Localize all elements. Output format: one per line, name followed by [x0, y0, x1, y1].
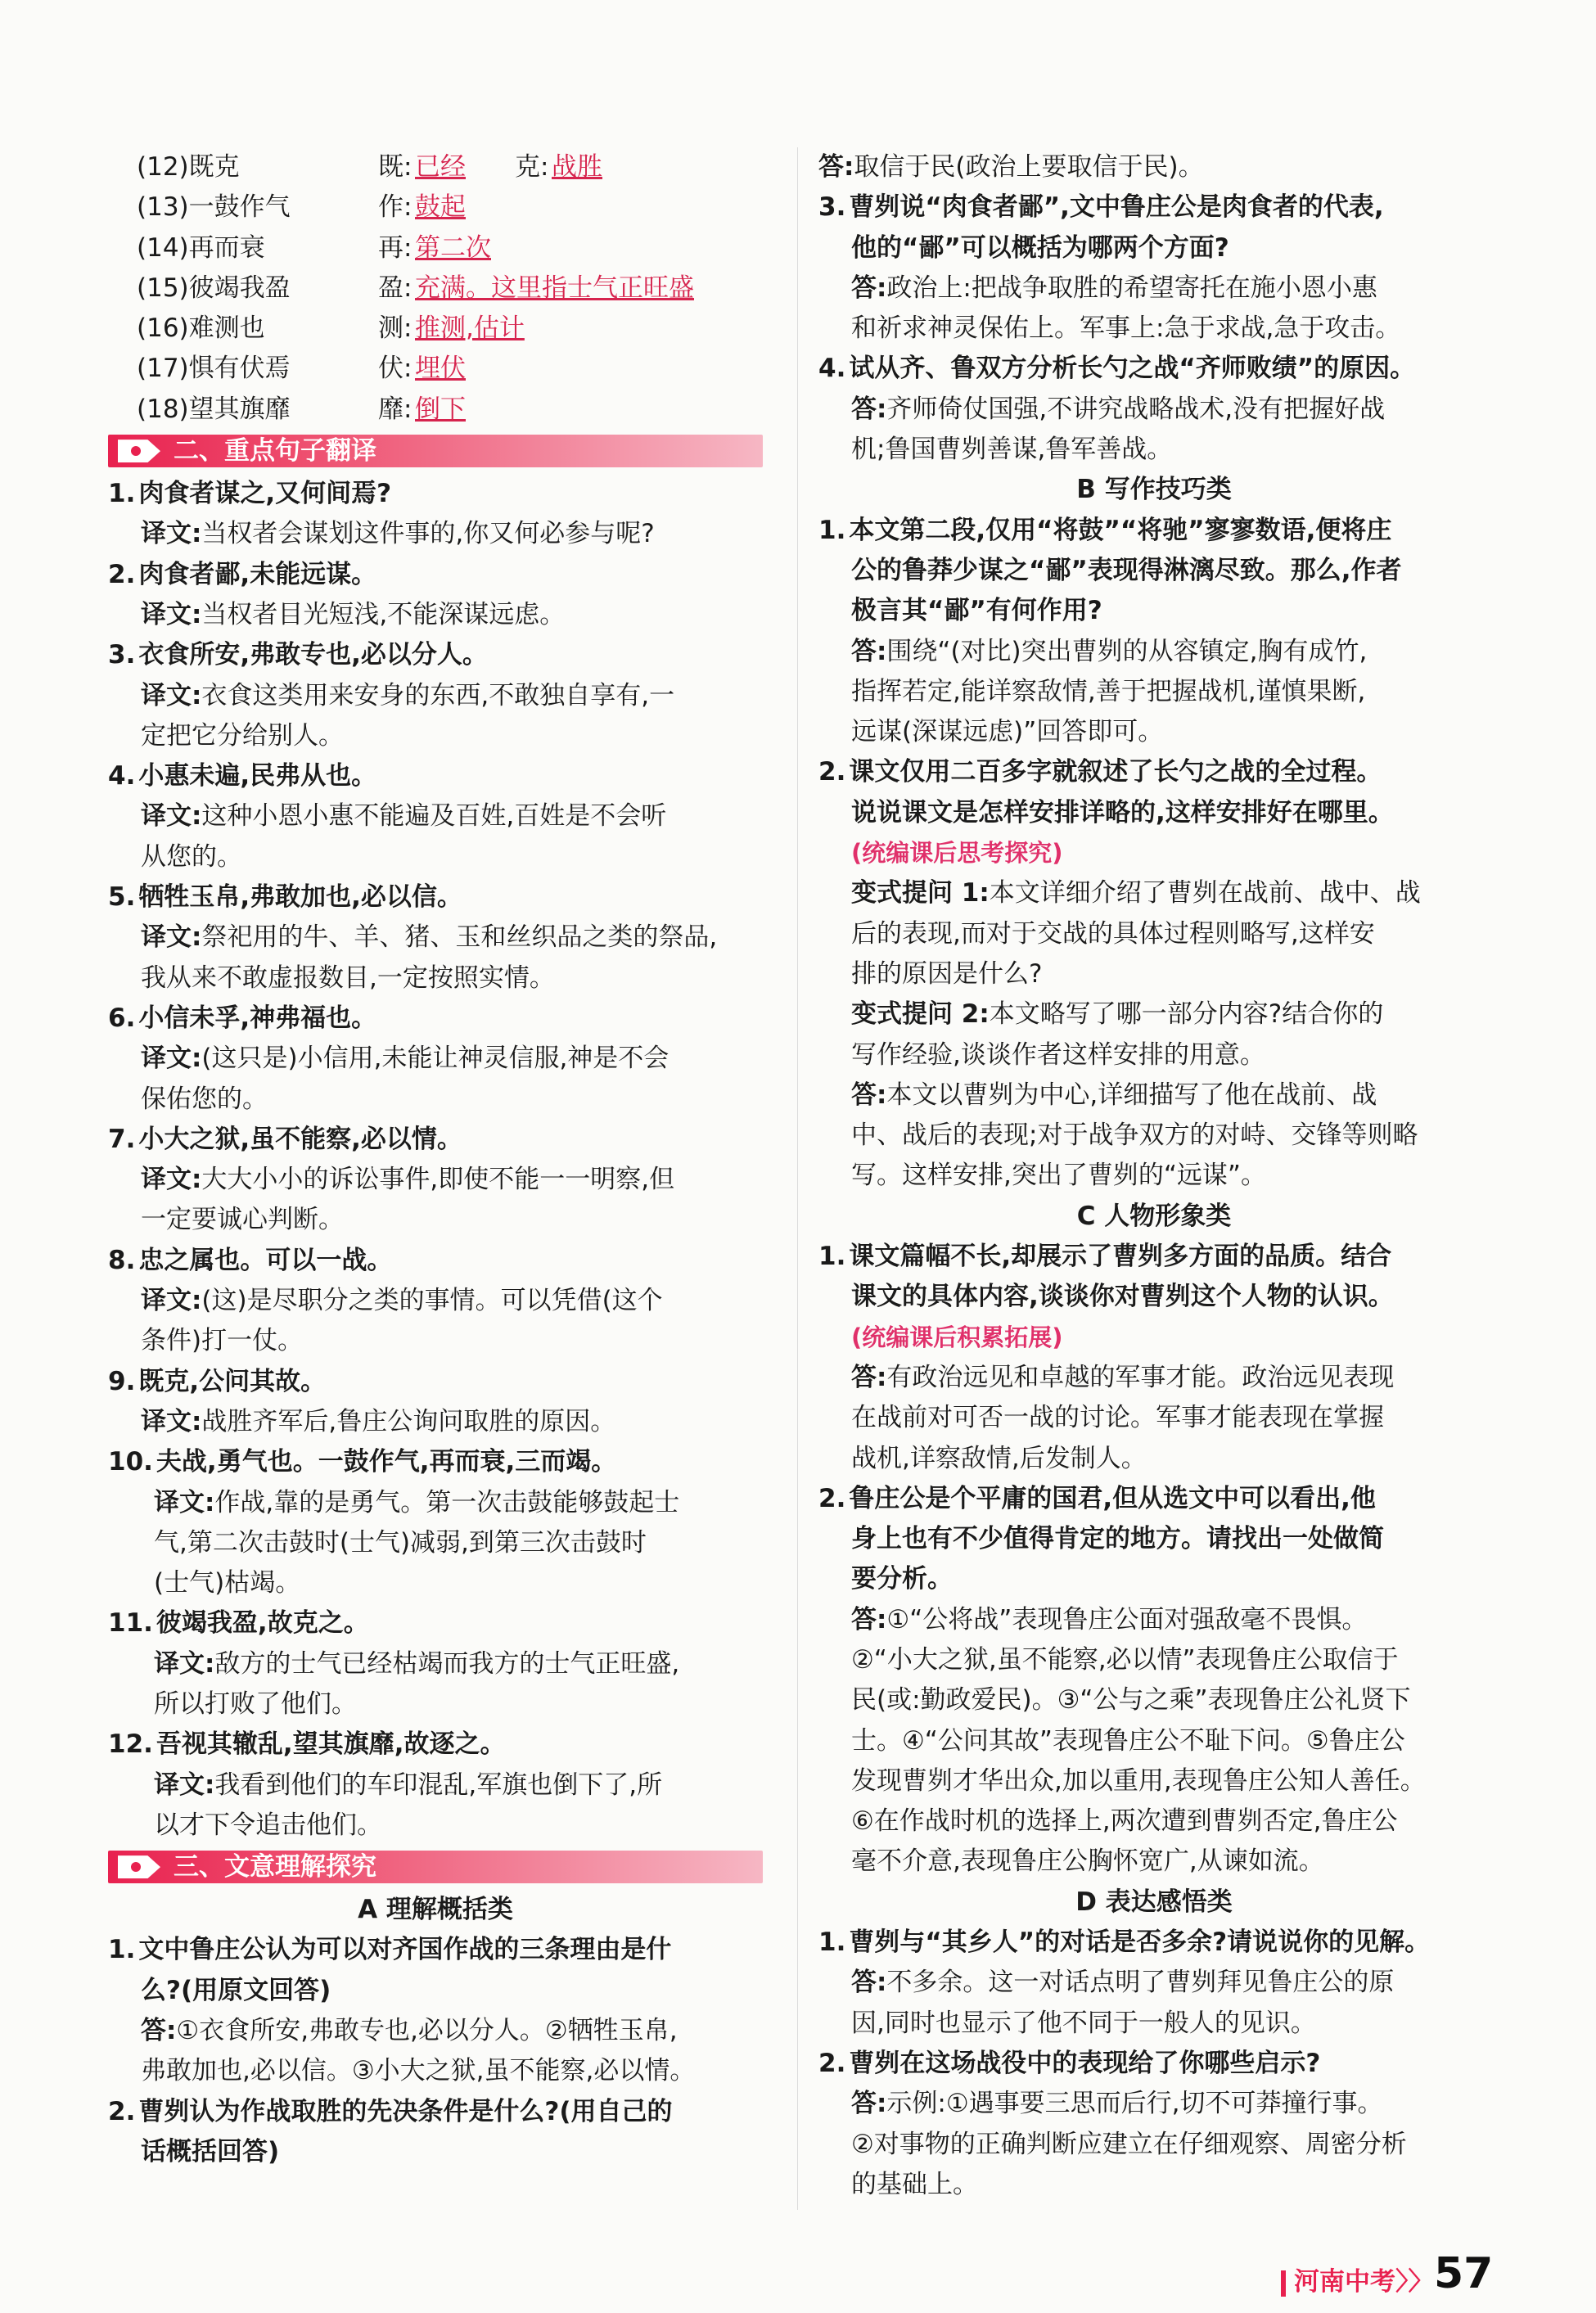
answer-text: 指挥若定,能详察敌情,善于把握战机,谨慎果断, — [851, 676, 1366, 706]
translation-label: 译文: — [154, 1770, 215, 1800]
question-line — [108, 1241, 763, 1281]
question-line — [108, 1362, 763, 1402]
translation-line — [108, 837, 763, 877]
answer-text: 取信于民(政治上要取信于民)。 — [854, 152, 1204, 182]
answer-text: 毫不介意,表现鲁庄公胸怀宽广,从谏如流。 — [851, 1846, 1324, 1877]
answer-label: 答: — [851, 1080, 887, 1110]
subheading-a: A 理解概括类 — [358, 1895, 513, 1925]
translation-text: 条件)打一仗。 — [141, 1326, 304, 1356]
translation-text: 当权者目光短浅,不能深谋远虑。 — [201, 599, 566, 629]
answer-line — [818, 1116, 1490, 1156]
vocab-answer: 已经 — [415, 152, 466, 182]
translation-text: 一定要诚心判断。 — [141, 1205, 344, 1235]
translation-line — [108, 1080, 763, 1120]
variant-text: 后的表现,而对于交战的具体过程则略写,这样安 — [851, 918, 1375, 949]
footer-bar-icon — [1281, 2270, 1286, 2297]
question-line — [108, 1930, 763, 1970]
question-number: 6. — [108, 1003, 136, 1033]
translation-text: 气,第二次击鼓时(士气)减弱,到第三次击鼓时 — [154, 1527, 647, 1558]
question-text: 试从齐、鲁双方分析长勺之战“齐师败绩”的原因。 — [849, 354, 1416, 384]
vocab-head: 伏: — [378, 354, 413, 384]
vocab-answer: 推测,估计 — [415, 313, 525, 344]
question-number: 2. — [818, 1483, 846, 1513]
answer-line — [818, 1680, 1490, 1720]
question-number: 8. — [108, 1245, 136, 1275]
translation-line — [108, 1281, 763, 1321]
answer-text: 发现曹刿才华出众,加以重用,表现鲁庄公知人善任。 — [851, 1765, 1426, 1796]
answer-text: 有政治远见和卓越的军事才能。政治远见表现 — [886, 1362, 1395, 1392]
answer-text: 中、战后的表现;对于战争双方的对峙、交锋等则略 — [851, 1120, 1418, 1151]
answer-text: 弗敢加也,必以信。③小大之狱,虽不能察,必以情。 — [141, 2056, 696, 2086]
question-number: 1. — [818, 1242, 846, 1272]
answer-line — [818, 672, 1490, 712]
answer-text: ①“公将战”表现鲁庄公面对强敌毫不畏惧。 — [886, 1604, 1368, 1634]
chevron-icon: 〉〉 — [1395, 2267, 1434, 2297]
answer-text: 远谋(深谋远虑)”回答即可。 — [851, 717, 1164, 747]
answer-text: 机;鲁国曹刿善谋,鲁军善战。 — [851, 435, 1173, 465]
question-number: 3. — [108, 640, 136, 670]
vocab-row — [108, 268, 763, 309]
question-number: 1. — [818, 515, 846, 545]
question-text: 文中鲁庄公认为可以对齐国作战的三条理由是什 — [138, 1935, 672, 1965]
variant-question-line — [818, 1035, 1490, 1075]
answer-text: 和祈求神灵保佑上。军事上:急于求战,急于攻击。 — [851, 313, 1401, 344]
vocab-answer: 倒下 — [415, 394, 466, 424]
answer-text: 不多余。这一对话点明了曹刿拜见鲁庄公的原 — [886, 1968, 1395, 1998]
answer-line — [108, 2051, 763, 2091]
question-line — [818, 228, 1490, 268]
translation-label: 译文: — [154, 1487, 215, 1517]
vocab-term: (16)难测也 — [137, 313, 265, 344]
question-line — [108, 1442, 763, 1482]
question-text: 夫战,勇气也。一鼓作气,再而衰,三而竭。 — [156, 1447, 617, 1477]
question-number: 5. — [108, 882, 136, 913]
answer-text: 民(或:勤政爱民)。③“公与之乘”表现鲁庄公礼贤下 — [851, 1685, 1411, 1716]
translation-text: 以才下令追击他们。 — [154, 1810, 382, 1840]
vocab-row — [108, 309, 763, 349]
footer-brand-text: 河南中考 — [1294, 2267, 1395, 2297]
question-text: 牺牲玉帛,弗敢加也,必以信。 — [138, 882, 462, 913]
answer-line — [818, 1600, 1490, 1640]
translation-line — [108, 595, 763, 635]
question-line — [818, 187, 1490, 228]
translation-label: 译文: — [141, 1406, 202, 1436]
vocab-answer: 鼓起 — [415, 192, 466, 223]
section-header-translation — [108, 435, 763, 467]
translation-line — [108, 1402, 763, 1442]
answer-text: 示例:①遇事要三思而后行,切不可莽撞行事。 — [886, 2089, 1383, 2119]
vocab-head: 既: — [378, 152, 413, 182]
answer-text: 士。④“公问其故”表现鲁庄公不耻下问。⑤鲁庄公 — [851, 1725, 1405, 1756]
translation-text: 衣食这类用来安身的东西,不敢独自享有,一 — [201, 680, 675, 710]
translation-line — [108, 1523, 763, 1563]
question-number: 10. — [108, 1447, 153, 1477]
translation-text: 战胜齐军后,鲁庄公询问取胜的原因。 — [201, 1406, 616, 1436]
translation-line — [108, 958, 763, 999]
answer-text: ⑥在作战时机的选择上,两次遭到曹刿否定,鲁庄公 — [851, 1806, 1398, 1837]
question-line — [108, 1725, 763, 1765]
answer-line — [818, 1358, 1490, 1398]
section-title: 三、文意理解探究 — [174, 1852, 376, 1882]
question-text: 曹刿在这场战役中的表现给了你哪些启示? — [849, 2048, 1321, 2078]
question-list-a-cont — [818, 187, 1490, 470]
question-text: 曹刿认为作战取胜的先决条件是什么?(用自己的 — [138, 2096, 673, 2126]
section-header-comprehension — [108, 1851, 763, 1883]
translation-line — [108, 1644, 763, 1684]
vocab-answer: 埋伏 — [415, 354, 466, 384]
answer-text: 围绕“(对比)突出曹刿的从容镇定,胸有成竹, — [886, 636, 1368, 666]
question-number: 7. — [108, 1124, 136, 1154]
question-number: 1. — [818, 1928, 846, 1958]
subheading-c: C 人物形象类 — [1076, 1201, 1232, 1231]
answer-text: 本文以曹刿为中心,详细描写了他在战前、战 — [886, 1080, 1377, 1110]
translation-line — [108, 1200, 763, 1240]
answer-text: 政治上:把战争取胜的希望寄托在施小恩小惠 — [886, 273, 1377, 303]
vocab-answer: 充满。这里指士气正旺盛 — [415, 273, 694, 303]
answer-line — [818, 632, 1490, 672]
question-text: 鲁庄公是个平庸的国君,但从选文中可以看出,他 — [849, 1483, 1376, 1513]
vocab-row — [108, 187, 763, 228]
answer-label: 答: — [851, 2089, 887, 2119]
answer-line — [818, 309, 1490, 349]
question-line — [108, 877, 763, 918]
question-text: 要分析。 — [851, 1564, 953, 1594]
vocab-row — [108, 349, 763, 389]
answer-line — [818, 1721, 1490, 1761]
answer-line — [818, 1398, 1490, 1438]
variant-question-line — [818, 914, 1490, 954]
question-line — [108, 1120, 763, 1160]
vocab-head: 靡: — [378, 394, 413, 424]
question-number: 2. — [108, 559, 136, 589]
question-text: 课文的具体内容,谈谈你对曹刿这个人物的认识。 — [851, 1282, 1394, 1312]
vocab-head: 测: — [378, 313, 413, 344]
variant-question-line — [818, 954, 1490, 994]
translation-text: 保佑您的。 — [141, 1084, 268, 1114]
translation-line — [108, 1160, 763, 1200]
source-note: (统编课后思考探究) — [851, 839, 1063, 868]
left-column — [108, 147, 763, 2172]
question-line — [818, 551, 1490, 591]
translation-text: 大大小小的诉讼事件,即使不能一一明察,但 — [201, 1165, 675, 1195]
question-text: 小信未孚,神弗福也。 — [138, 1003, 377, 1033]
answer-line — [818, 1075, 1490, 1116]
question-line — [108, 474, 763, 514]
answer-text: ①衣食所安,弗敢专也,必以分人。②牺牲玉帛, — [176, 2016, 678, 2046]
translation-text: (这)是尽职分之类的事情。可以凭借(这个 — [201, 1286, 663, 1316]
question-line — [108, 1971, 763, 2011]
variant-label: 变式提问 2: — [851, 999, 990, 1030]
question-number: 1. — [108, 1935, 136, 1965]
question-line — [818, 1923, 1490, 1963]
answer-text: ②“小大之狱,虽不能察,必以情”表现鲁庄公取信于 — [851, 1644, 1399, 1675]
answer-text: 齐师倚仗国强,不讲究战略战术,没有把握好战 — [886, 394, 1386, 424]
question-line — [818, 1479, 1490, 1519]
question-line — [818, 1237, 1490, 1277]
question-list-b — [818, 511, 1490, 1197]
question-number: 4. — [818, 354, 846, 384]
question-number: 4. — [108, 761, 136, 791]
answer-label: 答: — [851, 636, 887, 666]
translation-line — [108, 1765, 763, 1806]
variant-text: 排的原因是什么? — [851, 958, 1043, 989]
answer-text: 写。这样安排,突出了曹刿的“远谋”。 — [851, 1161, 1266, 1191]
answer-line — [818, 2125, 1490, 2165]
question-number: 9. — [108, 1366, 136, 1396]
question-line — [818, 1559, 1490, 1599]
answer-label: 答: — [851, 273, 887, 303]
answer-line — [818, 390, 1490, 430]
question-line — [108, 2092, 763, 2132]
answer-text: 战机,详察敌情,后发制人。 — [851, 1443, 1147, 1473]
question-line — [108, 2132, 763, 2172]
translation-text: 当权者会谋划这件事的,你又何必参与呢? — [201, 519, 655, 549]
footer-brand — [1281, 2261, 1434, 2297]
question-text: 公的鲁莽少谋之“鄙”表现得淋漓尽致。那么,作者 — [851, 555, 1402, 585]
question-text: 曹刿说“肉食者鄙”,文中鲁庄公是肉食者的代表, — [849, 192, 1384, 223]
question-line — [818, 511, 1490, 551]
vocab-row — [108, 147, 763, 187]
vocab-head: 克: — [515, 152, 549, 182]
answer-line — [818, 430, 1490, 470]
translation-text: 我看到他们的车印混乱,军旗也倒下了,所 — [214, 1770, 663, 1800]
answer-label: 答: — [818, 152, 854, 182]
vocab-row — [108, 228, 763, 268]
question-text: 本文第二段,仅用“将鼓”“将驰”寥寥数语,便将庄 — [849, 515, 1392, 545]
question-line — [108, 635, 763, 675]
variant-question-line — [818, 994, 1490, 1035]
translation-line — [108, 1483, 763, 1523]
question-text: 课文仅用二百多字就叙述了长勺之战的全过程。 — [849, 757, 1382, 787]
question-text: 说说课文是怎样安排详略的,这样安排好在哪里。 — [851, 797, 1394, 827]
answer-line — [818, 268, 1490, 309]
answer-line — [818, 1842, 1490, 1882]
vocab-term: (14)再而衰 — [137, 232, 265, 263]
translation-text: 这种小恩小惠不能遍及百姓,百姓是不会听 — [201, 801, 667, 832]
answer-line — [818, 1801, 1490, 1842]
vocab-answer: 战胜 — [552, 152, 602, 182]
question-text: 极言其“鄙”有何作用? — [851, 596, 1102, 626]
translation-line — [108, 716, 763, 756]
question-list-a — [108, 1930, 763, 2172]
subheading-b: B 写作技巧类 — [1076, 475, 1232, 505]
vocab-term: (15)彼竭我盈 — [137, 273, 291, 303]
question-text: 吾视其辙乱,望其旗靡,故逐之。 — [156, 1729, 506, 1760]
question-line — [108, 555, 763, 595]
vocab-row — [108, 390, 763, 430]
answer-label: 答: — [851, 1968, 887, 1998]
question-line — [818, 591, 1490, 631]
question-list-d — [818, 1923, 1490, 2205]
translation-text: 我从来不敢虚报数目,一定按照实情。 — [141, 963, 555, 993]
translation-line — [108, 1563, 763, 1603]
question-text: 既克,公问其故。 — [138, 1366, 327, 1396]
answer-line — [818, 1640, 1490, 1680]
question-text: 话概括回答) — [141, 2136, 280, 2166]
variant-question-line — [818, 873, 1490, 913]
translation-line — [108, 1684, 763, 1725]
question-number: 2. — [818, 757, 846, 787]
question-text: 肉食者鄙,未能远谋。 — [138, 559, 377, 589]
vocab-answer: 第二次 — [415, 232, 491, 263]
answer-text: ②对事物的正确判断应建立在仔细观察、周密分析 — [851, 2129, 1407, 2159]
translation-label: 译文: — [154, 1648, 215, 1679]
question-number: 3. — [818, 192, 846, 223]
question-text: 身上也有不少值得肯定的地方。请找出一处做简 — [851, 1524, 1384, 1554]
translation-label: 译文: — [141, 519, 202, 549]
translation-line — [108, 796, 763, 836]
translation-text: (这只是)小信用,未能让神灵信服,神是不会 — [201, 1044, 670, 1074]
translation-line — [108, 676, 763, 716]
question-number: 2. — [818, 2048, 846, 2078]
vocab-head: 作: — [378, 192, 413, 223]
vocab-term: (17)惧有伏焉 — [137, 354, 291, 384]
translation-text: (士气)枯竭。 — [154, 1568, 301, 1598]
answer-line — [818, 2084, 1490, 2124]
answer-label: 答: — [851, 1604, 887, 1634]
translation-line — [108, 1321, 763, 1361]
translation-line — [108, 918, 763, 958]
column-divider — [797, 147, 798, 2210]
answer-line — [818, 1761, 1490, 1801]
source-note: (统编课后积累拓展) — [851, 1323, 1063, 1351]
question-text: 彼竭我盈,故克之。 — [156, 1608, 369, 1639]
page-number: 57 — [1434, 2249, 1494, 2298]
question-list-c — [818, 1237, 1490, 1882]
arrow-icon — [118, 1855, 160, 1878]
translation-line — [108, 1806, 763, 1846]
translation-label: 译文: — [141, 801, 202, 832]
answer-label: 答: — [851, 394, 887, 424]
question-number: 2. — [108, 2096, 136, 2126]
answer-text: 的基础上。 — [851, 2169, 978, 2199]
vocab-list — [108, 147, 763, 430]
question-line — [108, 756, 763, 796]
question-line — [818, 1519, 1490, 1559]
question-text: 肉食者谋之,又何间焉? — [138, 479, 392, 509]
question-number: 12. — [108, 1729, 153, 1760]
answer-line — [818, 1439, 1490, 1479]
translation-text: 所以打败了他们。 — [154, 1689, 357, 1719]
translation-text: 作战,靠的是勇气。第一次击鼓能够鼓起士 — [214, 1487, 680, 1517]
variant-text: 本文略写了哪一部分内容?结合你的 — [989, 999, 1384, 1030]
answer-line — [818, 1963, 1490, 2003]
question-text: 衣食所安,弗敢专也,必以分人。 — [138, 640, 488, 670]
subheading-d: D 表达感悟类 — [1075, 1887, 1233, 1917]
variant-text: 写作经验,谈谈作者这样安排的用意。 — [851, 1039, 1265, 1070]
translation-label: 译文: — [141, 680, 202, 710]
question-line — [818, 2044, 1490, 2084]
vocab-head: 再: — [378, 232, 413, 263]
question-text: 么?(用原文回答) — [141, 1975, 331, 2005]
translation-label: 译文: — [141, 599, 202, 629]
question-text: 他的“鄙”可以概括为哪两个方面? — [851, 232, 1229, 263]
translation-text: 定把它分给别人。 — [141, 720, 344, 751]
translation-list — [108, 474, 763, 1846]
question-text: 课文篇幅不长,却展示了曹刿多方面的品质。结合 — [849, 1242, 1392, 1272]
question-line — [818, 752, 1490, 792]
translation-line — [108, 514, 763, 554]
question-number: 1. — [108, 479, 136, 509]
answer-line — [818, 2165, 1490, 2205]
answer-line — [818, 712, 1490, 752]
question-line — [818, 793, 1490, 833]
right-column — [818, 147, 1490, 2205]
translation-text: 祭祀用的牛、羊、猪、玉和丝织品之类的祭品, — [201, 922, 718, 953]
variant-text: 本文详细介绍了曹刿在战前、战中、战 — [989, 878, 1421, 909]
arrow-icon — [118, 440, 160, 462]
variant-label: 变式提问 1: — [851, 878, 990, 909]
question-line — [818, 1277, 1490, 1317]
translation-label: 译文: — [141, 1286, 202, 1316]
translation-label: 译文: — [141, 922, 202, 953]
question-line — [108, 1603, 763, 1643]
answer-label: 答: — [141, 2016, 177, 2046]
translation-label: 译文: — [141, 1044, 202, 1074]
answer-line — [108, 2011, 763, 2051]
vocab-term: (12)既克 — [137, 152, 240, 182]
question-number: 11. — [108, 1608, 153, 1639]
question-text: 小惠未遍,民弗从也。 — [138, 761, 377, 791]
answer-line — [818, 2004, 1490, 2044]
vocab-term: (13)一鼓作气 — [137, 192, 291, 223]
section-title: 二、重点句子翻译 — [174, 436, 376, 467]
answer-text: 在战前对可否一战的讨论。军事才能表现在掌握 — [851, 1403, 1384, 1433]
answer-line — [818, 1156, 1490, 1196]
translation-label: 译文: — [141, 1165, 202, 1195]
vocab-term: (18)望其旗靡 — [137, 394, 291, 424]
question-line — [818, 349, 1490, 389]
translation-line — [108, 1039, 763, 1079]
answer-line — [818, 147, 1490, 187]
translation-text: 从您的。 — [141, 841, 242, 872]
question-text: 曹刿与“其乡人”的对话是否多余?请说说你的见解。 — [849, 1928, 1431, 1958]
vocab-head: 盈: — [378, 273, 413, 303]
question-text: 忠之属也。可以一战。 — [138, 1245, 393, 1275]
question-text: 小大之狱,虽不能察,必以情。 — [138, 1124, 462, 1154]
answer-text: 因,同时也显示了他不同于一般人的见识。 — [851, 2008, 1316, 2038]
answer-label: 答: — [851, 1362, 887, 1392]
question-line — [108, 999, 763, 1039]
translation-text: 敌方的士气已经枯竭而我方的士气正旺盛, — [214, 1648, 680, 1679]
